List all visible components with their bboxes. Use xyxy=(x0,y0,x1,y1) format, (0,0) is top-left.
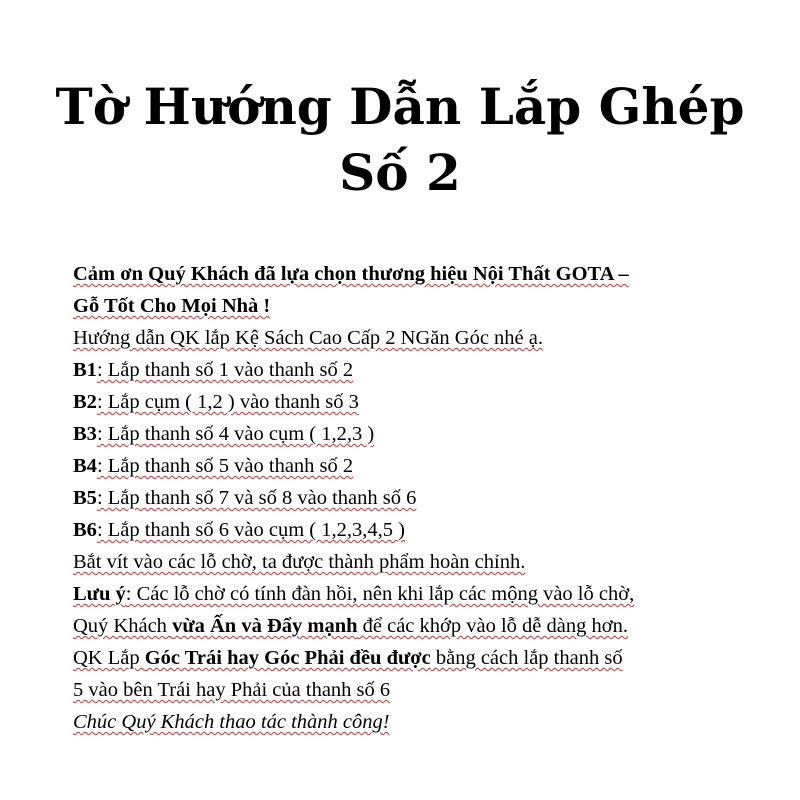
note-line-1 xyxy=(73,578,733,610)
note-label: Lưu ý xyxy=(73,583,126,605)
finish-line: Bắt vít vào các lỗ chờ, ta được thành phẩm hoàn chỉnh. xyxy=(73,551,526,573)
step-label: B4 xyxy=(73,455,97,477)
step-text: : Lắp thanh số 6 vào cụm ( 1,2,3,4,5 ) xyxy=(96,519,405,541)
step-label: B5 xyxy=(73,487,97,509)
note-line-3 xyxy=(73,642,733,674)
step-label: B6 xyxy=(73,519,97,541)
step-text: : Lắp thanh số 5 vào thanh số 2 xyxy=(96,455,354,477)
step-label: B1 xyxy=(73,359,97,381)
note-emphasis: Góc Trái hay Góc Phải đều được xyxy=(144,647,431,669)
note-emphasis: vừa Ấn và Đẩy mạnh xyxy=(172,615,358,637)
step-3 xyxy=(73,418,733,450)
note-text: bằng cách lắp thanh số xyxy=(430,647,623,669)
step-text: : Lắp cụm ( 1,2 ) vào thanh số 3 xyxy=(96,391,359,413)
document-title xyxy=(0,74,800,206)
instruction-body xyxy=(73,258,733,738)
step-text: : Lắp thanh số 4 vào cụm ( 1,2,3 ) xyxy=(96,423,375,445)
step-4 xyxy=(73,450,733,482)
thanks-line-1: Cảm ơn Quý Khách đã lựa chọn thương hiệu Nội Thất GOTA – xyxy=(73,263,629,285)
title-line-1: Tờ Hướng Dẫn Lắp Ghép xyxy=(55,77,745,136)
note-text: Quý Khách xyxy=(73,615,173,637)
closing-line: Chúc Quý Khách thao tác thành công! xyxy=(73,711,390,733)
note-text: QK Lắp xyxy=(73,647,145,669)
step-2 xyxy=(73,386,733,418)
guide-line: Hướng dẫn QK lắp Kệ Sách Cao Cấp 2 NGăn Góc nhé ạ. xyxy=(73,327,543,349)
step-text: : Lắp thanh số 7 và số 8 vào thanh số 6 xyxy=(96,487,417,509)
step-1 xyxy=(73,354,733,386)
thanks-line-2: Gỗ Tốt Cho Mọi Nhà ! xyxy=(73,295,271,317)
step-6 xyxy=(73,514,733,546)
step-label: B3 xyxy=(73,423,97,445)
note-text: : Các lỗ chờ có tính đàn hồi, nên khi lắp các mộng vào lỗ chờ, xyxy=(125,583,635,605)
step-text: : Lắp thanh số 1 vào thanh số 2 xyxy=(96,359,354,381)
title-line-2: Số 2 xyxy=(339,143,461,202)
note-text: để các khớp vào lỗ dễ dàng hơn. xyxy=(357,615,628,637)
note-line-4: 5 vào bên Trái hay Phải của thanh số 6 xyxy=(73,679,391,701)
step-5 xyxy=(73,482,733,514)
note-line-2 xyxy=(73,610,733,642)
step-label: B2 xyxy=(73,391,97,413)
